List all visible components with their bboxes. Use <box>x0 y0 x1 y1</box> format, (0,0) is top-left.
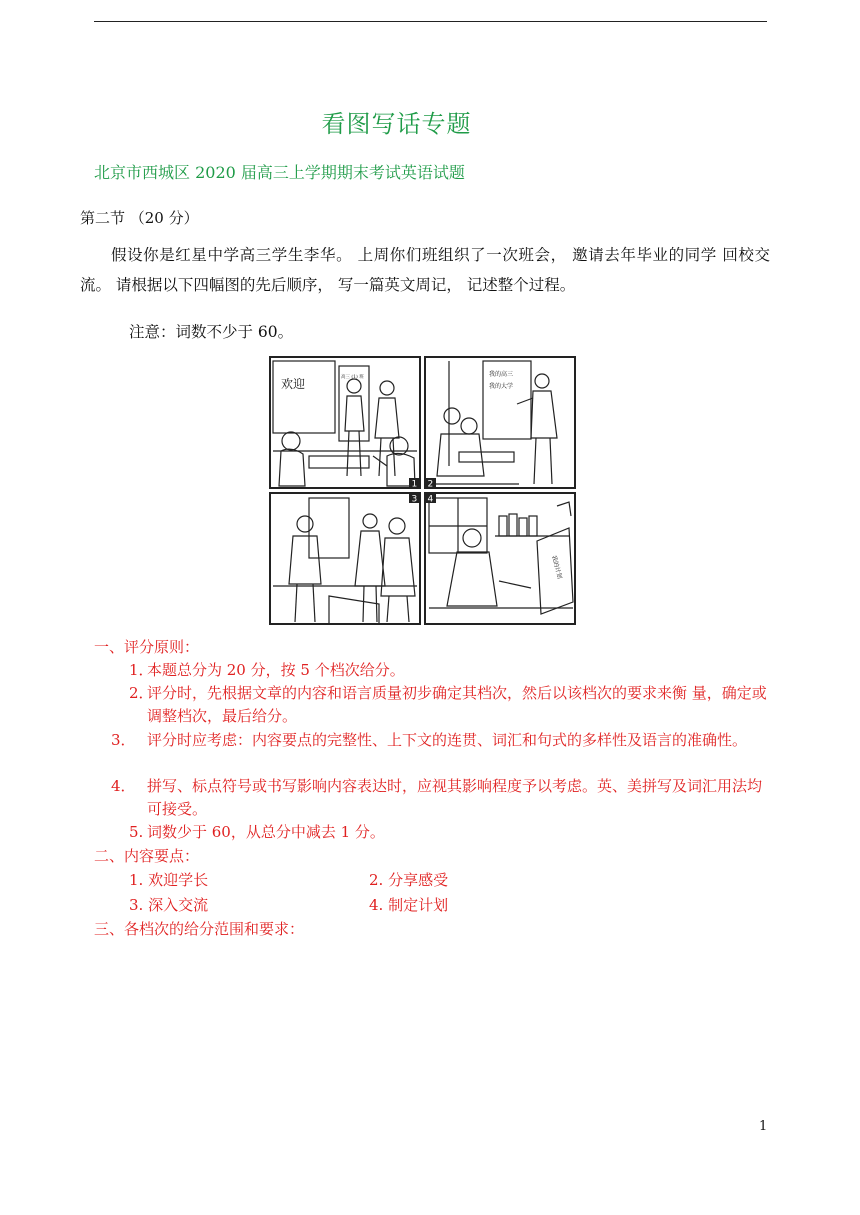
rule-number: 2． <box>129 684 154 702</box>
content-point-2: 2. 分享感受 <box>369 871 449 889</box>
panel-number-4: 4 <box>427 494 434 505</box>
exam-source: 北京市西城区 2020 届高三上学期期末考试英语试题 <box>94 163 465 182</box>
panel2-board-line-2: 我的大学 <box>489 383 514 390</box>
rule-number: 4． <box>111 777 136 795</box>
content-point-4: 4. 制定计划 <box>369 896 449 914</box>
panel-number-3: 3 <box>411 494 418 505</box>
content-point-1: 1. 欢迎学长 <box>129 871 209 889</box>
task-paragraph: 假设你是红星中学高三学生李华。 上周你们班组织了一次班会， 邀请去年毕业的同学 回校交流。 请根据以下四幅图的先后顺序， 写一篇英文周记， 记述整个过程。 <box>80 246 770 294</box>
content-point-3: 3. 深入交流 <box>129 896 209 914</box>
panel-number-1: 1 <box>411 479 418 490</box>
panel-number-2: 2 <box>427 479 434 490</box>
rule-number: 3． <box>111 731 136 749</box>
rule-4 <box>111 775 769 821</box>
grading-heading-1: 一、评分原则： <box>94 638 200 656</box>
section-label: 第二节 （20 分） <box>80 209 199 227</box>
rule-text: 拼写、标点符号或书写影响内容表达时，应视其影响程度予以考虑。英、美拼写及词汇用法均可接受。 <box>147 777 763 818</box>
grading-heading-3: 三、各档次的给分范围和要求： <box>94 920 305 938</box>
rule-text: 评分时，先根据文章的内容和语言质量初步确定其档次，然后以该档次的要求来衡 量，确定或调整档次，最后给分。 <box>147 684 767 725</box>
rule-text: 本题总分为 20 分，按 5 个档次给分。 <box>147 661 405 679</box>
rule-number: 1． <box>129 661 154 679</box>
panel1-door-sign: 高三 (1) 班 <box>341 375 364 380</box>
rule-2 <box>129 682 769 728</box>
word-count-note: 注意：词数不少于 60。 <box>129 323 294 341</box>
page-title: 看图写话专题 <box>321 110 472 138</box>
rule-number: 5. <box>129 823 144 841</box>
grading-heading-2: 二、内容要点： <box>94 847 200 865</box>
four-panel-illustration <box>269 356 576 626</box>
page-number: 1 <box>759 1119 768 1134</box>
rule-text: 评分时应考虑：内容要点的完整性、上下文的连贯、词汇和句式的多样性及语言的准确性。 <box>147 731 748 749</box>
panel1-board-text: 欢迎 <box>281 377 306 391</box>
panel4-screen-text: 我的计划 <box>550 554 564 580</box>
rule-5 <box>129 821 769 844</box>
panel2-board-line-1: 我的高三 <box>489 371 514 378</box>
rule-3 <box>111 729 769 752</box>
rule-text: 词数少于 60，从总分中减去 1 分。 <box>147 823 385 841</box>
rule-1 <box>129 659 769 682</box>
header-rule <box>94 21 767 22</box>
